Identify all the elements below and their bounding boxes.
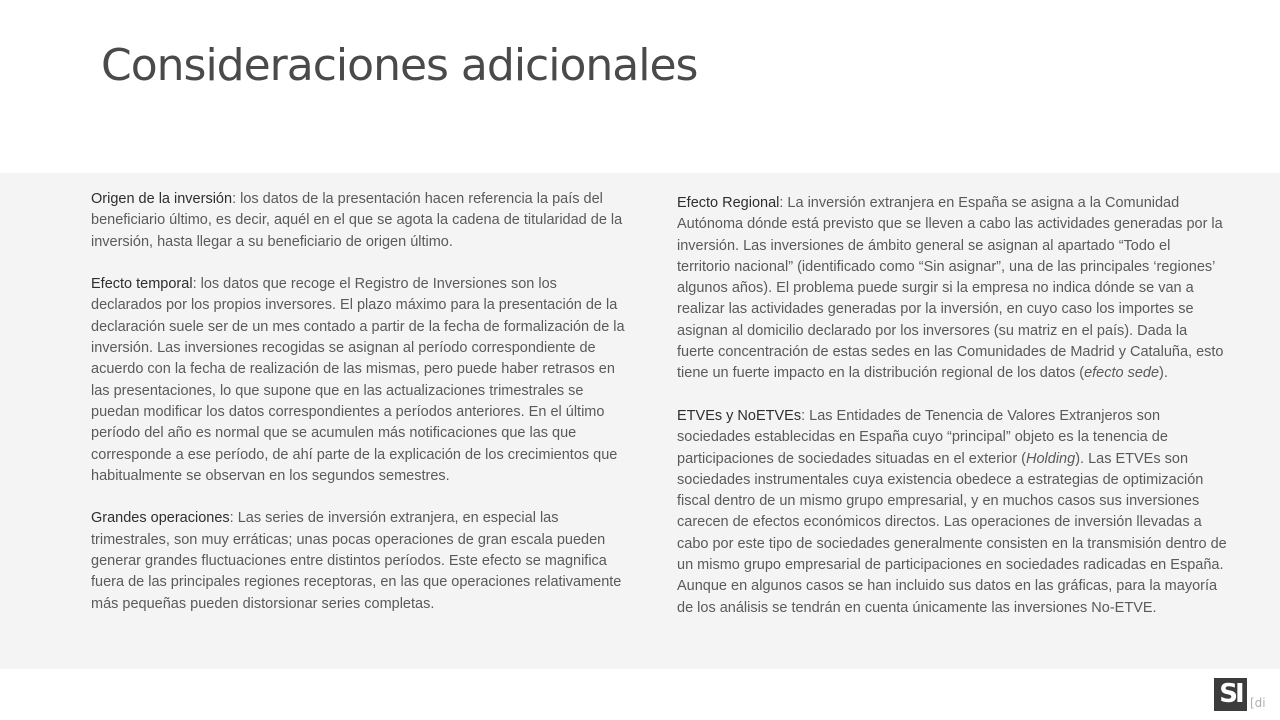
- etve-heading: ETVEs y NoETVEs: [677, 407, 802, 424]
- temporal-paragraph: [91, 274, 625, 487]
- right-column: [677, 193, 1227, 619]
- etve-text: : Las Entidades de Tenencia de Valores Extranjeros son sociedades establecidas en España cuyo “principal” objeto es la tenencia de participaciones de sociedades situadas en el exterior (: [677, 407, 1168, 467]
- regional-text: : La inversión extranjera en España se asigna a la Comunidad Autónoma dónde está previsto que se lleven a cabo las actividades generadas por la inversión. Las inversiones de ámbito general se asignan al apartado “Todo el territorio nacional” (identificado como “Sin asignar”, una de las principales ‘regiones’ algunos años). El problema puede surgir si la empresa no indica dónde se van a realizar las actividades generadas por la inversión, en cuyo caso los importes se asignan al domicilio declarado por los inversores (su matriz en el país). Dada la fuerte concentración de estas sedes en las Comunidades de Madrid y Cataluña, esto tiene un fuerte impacto en la distribución regional de los datos (: [677, 195, 1224, 382]
- grandes-heading: Grandes operaciones: [91, 510, 230, 527]
- etve-italic: Holding: [1026, 450, 1076, 467]
- temporal-heading: Efecto temporal: [91, 276, 193, 293]
- temporal-text: : los datos que recoge el Registro de Inversiones son los declarados por los propios inversores. El plazo máximo para la presentación de la declaración suele ser de un mes contado a partir de la fecha de formalización de la inversión. Las inversiones recogidas se asignan al período correspondiente de acuerdo con la fecha de realización de las mismas, pero puede haber retrasos en las presentaciones, lo que supone que en las actualizaciones trimestrales se puedan modificar los datos correspondientes a períodos anteriores. En el último período del año es normal que se acumulen más notificaciones que las que corresponde a ese período, de ahí parte de la explicación de los crecimientos que habitualmente se observan en los segundos semestres.: [91, 276, 625, 484]
- grandes-paragraph: [91, 508, 625, 614]
- grandes-text: : Las series de inversión extranjera, en especial las trimestrales, son muy erráticas; unas pocas operaciones de gran escala pueden generar grandes fluctuaciones entre distintos períodos. Este efecto se magnifica fuera de las principales regiones receptoras, en las que operaciones relativamente más pequeñas pueden distorsionar series completas.: [91, 510, 622, 612]
- page-title: Consideraciones adicionales: [101, 40, 698, 91]
- logo-suffix: [di: [1250, 696, 1266, 710]
- logo-mark: SI: [1214, 678, 1247, 711]
- etve-text-end: ). Las ETVEs son sociedades instrumentales cuya existencia obedece a estrategias de optimización fiscal dentro de un mismo grupo empresarial, y en muchos casos sus inversiones carecen de efectos económicos directos. Las operaciones de inversión llevadas a cabo por este tipo de sociedades generalmente consisten en la transmisión dentro de un mismo grupo empresarial de participaciones en sociedades radicadas en España. Aunque en algunos casos se han incluido sus datos en las gráficas, para la mayoría de los análisis se tendrán en cuenta únicamente las inversiones No-ETVE.: [677, 450, 1227, 616]
- regional-text-end: ).: [1159, 365, 1168, 382]
- origen-paragraph: [91, 189, 625, 253]
- etve-paragraph: [677, 406, 1227, 619]
- origen-heading: Origen de la inversión: [91, 191, 233, 207]
- regional-paragraph: [677, 193, 1227, 385]
- left-column: [91, 189, 625, 615]
- origen-text: : los datos de la presentación hacen referencia la país del beneficiario último, es decir, aquél en el que se agota la cadena de titularidad de la inversión, hasta llegar a su beneficiario de origen último.: [91, 191, 623, 250]
- regional-heading: Efecto Regional: [677, 195, 780, 211]
- regional-italic: efecto sede: [1084, 365, 1160, 382]
